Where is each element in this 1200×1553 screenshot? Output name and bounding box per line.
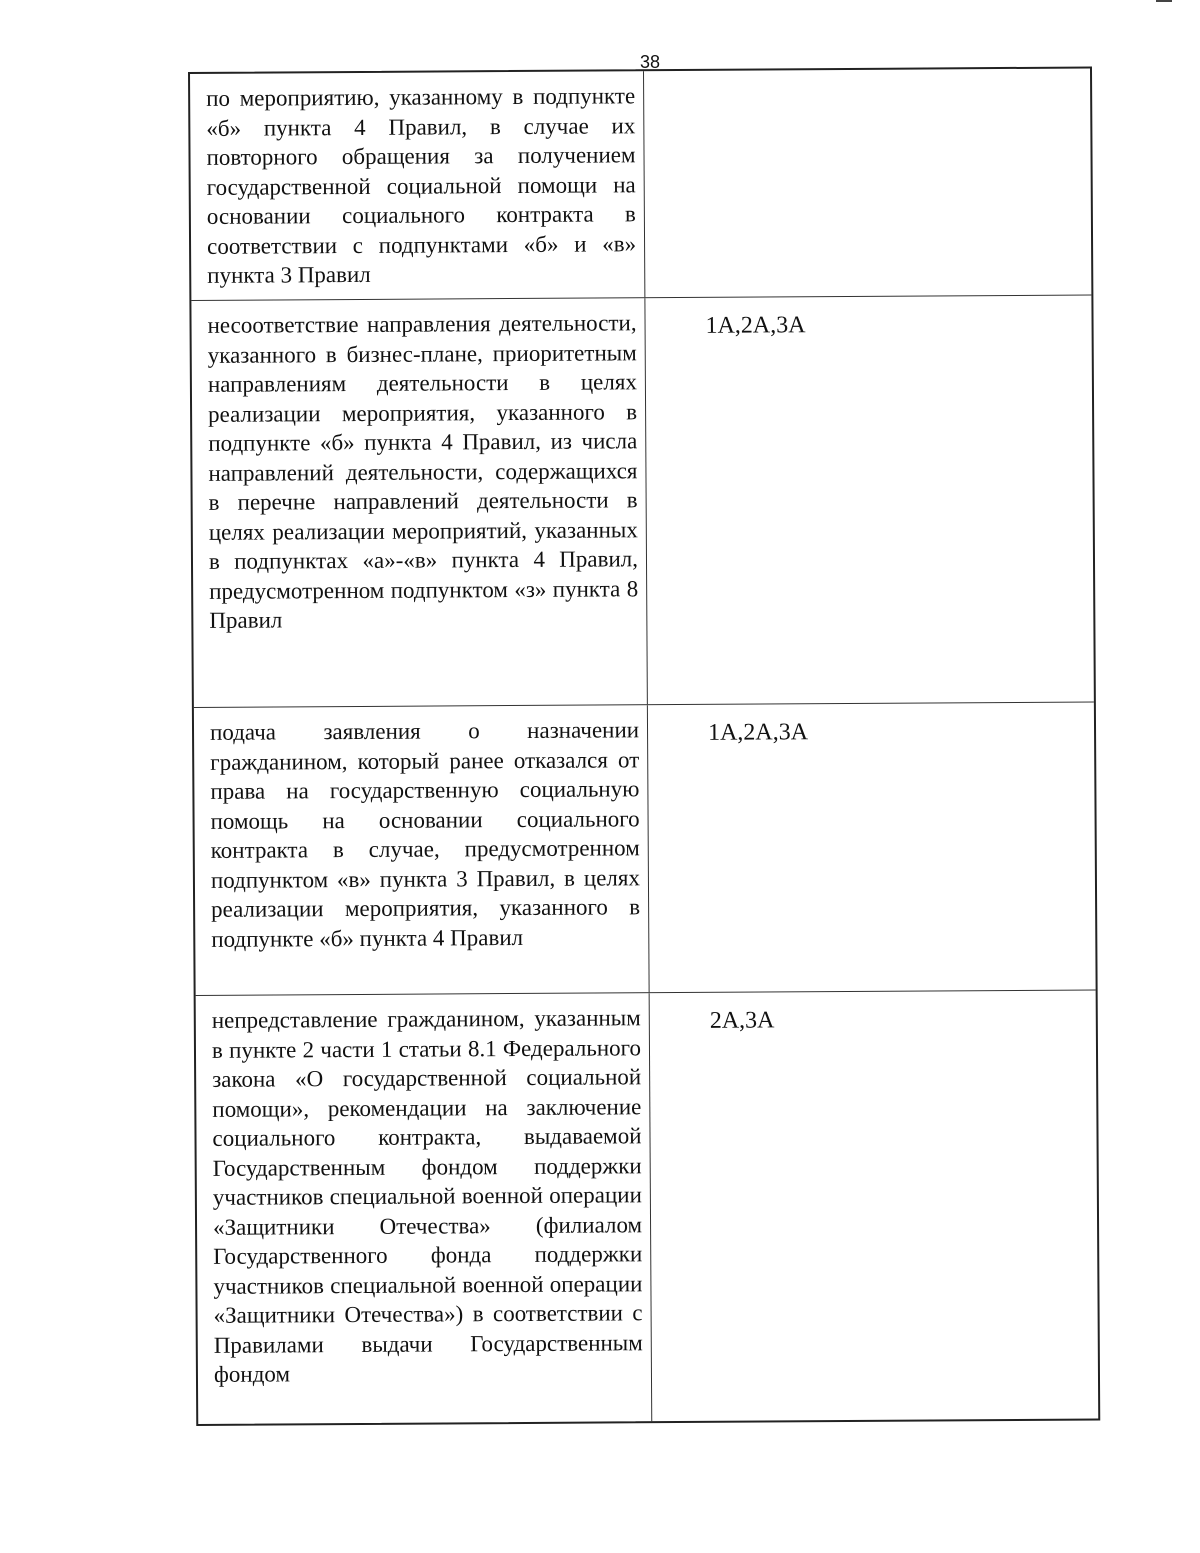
table-cell-text: по мероприятию, указанному в подпункте «б» пункта 4 Правил, в случае их повторного обращения за получением государственной социальной помощи на основании социального контракта в соответствии с подпунктами «б» и «в» пункта 3 Правил — [190, 71, 645, 300]
scan-corner-mark — [1156, 0, 1172, 2]
table-cell-code: 1А,2А,3А — [705, 312, 806, 339]
table-cell-text: непредставление гражданином, указанным в пункте 2 части 1 статьи 8.1 Федерального закона «О государственной социальной помощи», рекомендации на заключение социального контракта, выдаваемой Государственным фондом поддержки участников специальной военной операции «Защитники Отечества» (филиалом Государственного фонда поддержки участников специальной военной операции «Защитники Отечества») в соответствии с Правилами выдачи Государственным фондом — [196, 993, 653, 1424]
table-row — [196, 989, 1099, 1423]
table-cell-code: 2А,3А — [709, 1007, 775, 1034]
table-row — [190, 68, 1091, 299]
table-row — [191, 294, 1093, 706]
table-row — [194, 701, 1096, 994]
table-cell-code: 1А,2А,3А — [707, 719, 809, 746]
table-cell-text: подача заявления о назначении гражданином, который ранее отказался от права на государственную социальную помощь на основании социального контракта в случае, предусмотренном подпунктом «в» пункта 3 Правил, в целях реализации мероприятия, указанного в подпункте «б» пункта 4 Правил — [194, 705, 650, 995]
table-cell-code — [644, 68, 1091, 297]
page-number: 38 — [639, 52, 661, 72]
document-table — [188, 66, 1100, 1425]
table-cell-text: несоответствие направления деятельности, указанного в бизнес-плане, приоритетным направлениям деятельности в целях реализации мероприятия, указанного в подпункте «б» пункта 4 Правил, из числа направлений деятельности, содержащихся в перечне направлений деятельности в целях реализации мероприятий, указанных в подпунктах «а»-«в» пункта 4 Правил, предусмотренном подпунктом «з» пункта 8 Правил — [191, 298, 647, 707]
